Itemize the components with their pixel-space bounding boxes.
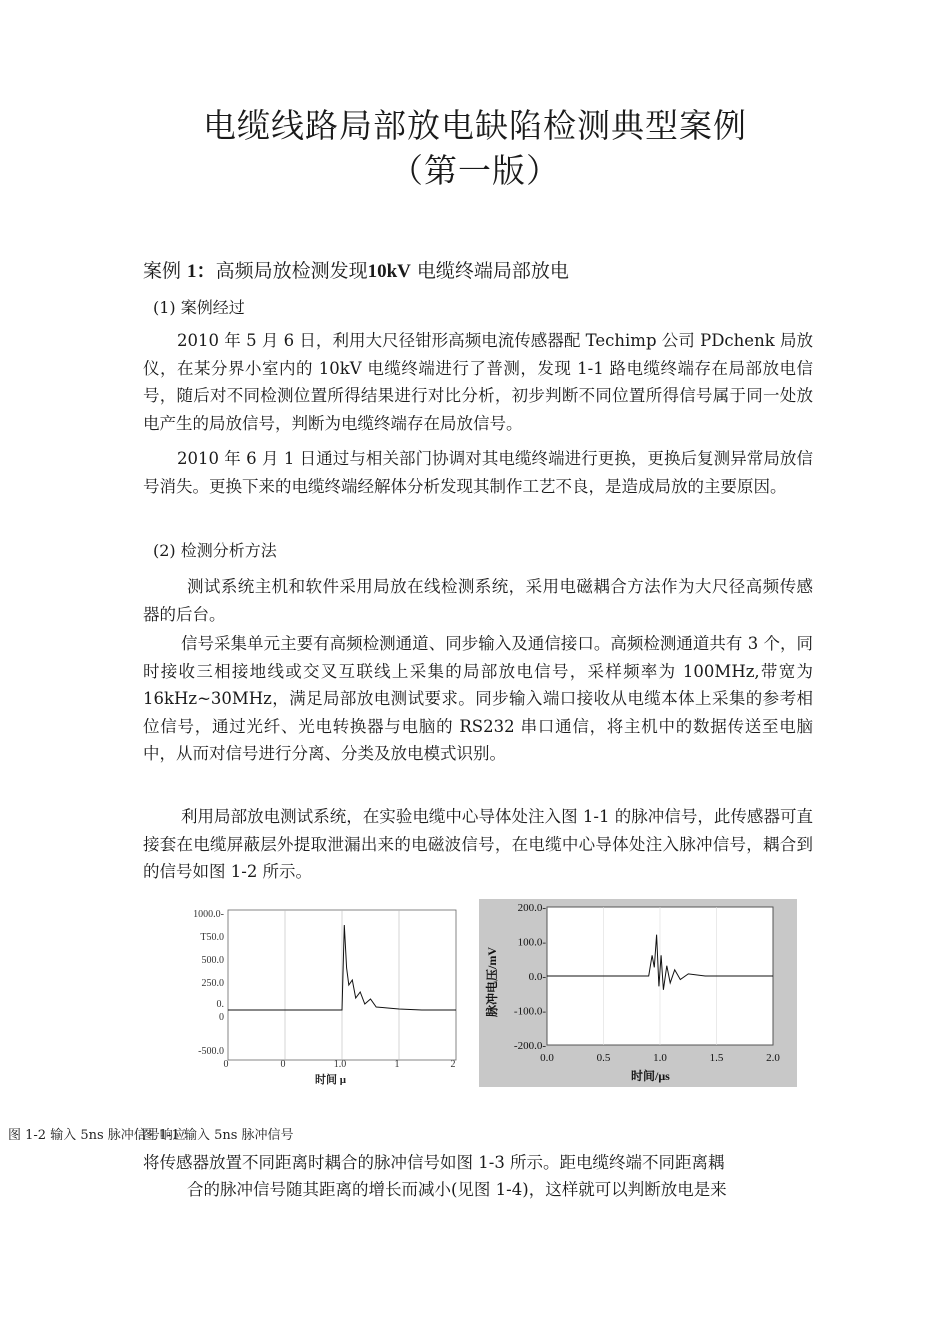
figure-1-2-chart <box>180 900 460 1085</box>
x-tick-labels <box>224 1059 456 1070</box>
x-axis-label: 时间 μ <box>315 1074 346 1085</box>
y-tick-label: 250.0 <box>201 978 224 989</box>
section-heading-2: (2) 检测分析方法 <box>153 541 277 560</box>
figure-captions <box>8 1124 294 1140</box>
y-tick-label: -200.0- <box>513 1040 546 1052</box>
paragraph-6-line-1: 将传感器放置不同距离时耦合的脉冲信号如图 1-3 所示。距电缆终端不同距离耦 <box>143 1153 725 1172</box>
x-tick-label: 0.5 <box>596 1052 611 1064</box>
x-tick-label: 1.0 <box>653 1052 667 1064</box>
x-tick-label: 1.0 <box>333 1059 347 1070</box>
paragraph-1: 2010 年 5 月 6 日，利用大尺径钳形高频电流传感器配 Techimp 公司 PDchenk 局放仪，在某分界小室内的 10kV 电缆终端进行了普测，发现 1-1 路电缆终端存在局部放电信号，随后对不同检测位置所得结果进行对比分析，初步判断不同位置所得信号属于同一处放电产生的局放信号，判断为电缆终端存在局放信号。 <box>143 331 813 433</box>
case-heading-text-a: 高频局放检测发现 <box>215 260 368 282</box>
case-heading-bold: 10kV <box>367 261 411 282</box>
y-tick-label: 0.0- <box>528 971 546 983</box>
y-tick-label: 0 <box>219 1012 224 1023</box>
y-tick-labels <box>193 909 224 1057</box>
y-tick-label: 200.0- <box>517 902 546 914</box>
section-heading-1: (1) 案例经过 <box>153 298 245 317</box>
doc-title: 电缆线路局部放电缺陷检测典型案例 <box>203 106 747 145</box>
caption-figure-1-1: 图 1-1 输入 5ns 脉冲信号 <box>141 1128 294 1140</box>
y-tick-label: 0. <box>216 999 224 1010</box>
figure-1-1-chart <box>479 899 797 1087</box>
paragraph-3: 测试系统主机和软件采用局放在线检测系统，采用电磁耦合方法作为大尺径高频传感器的后台。 <box>143 577 813 624</box>
x-tick-label: 0.0 <box>540 1052 554 1064</box>
paragraph-4: 信号采集单元主要有高频检测通道、同步输入及通信接口。高频检测通道共有 3 个，同时接收三相接地线或交叉互联线上采集的局部放电信号，采样频率为 100MHz,带宽为 16kHz~30MHz，满足局部放电测试要求。同步输入端口接收从电缆本体上采集的参考相位信号，通过光纤、光电转换器与电脑的 RS232 串口通信，将主机中的数据传送至电脑中，从而对信号进行分离、分类及放电模式识别。 <box>143 634 813 763</box>
paragraph-6-line-2: 合的脉冲信号随其距离的增长而减小(见图 1-4)，这样就可以判断放电是来 <box>187 1180 727 1199</box>
y-tick-label: T50.0 <box>200 932 224 943</box>
x-tick-label: 1.5 <box>709 1052 724 1064</box>
x-tick-label: 0 <box>223 1059 229 1070</box>
x-tick-label: 0 <box>280 1059 286 1070</box>
paragraph-2: 2010 年 6 月 1 日通过与相关部门协调对其电缆终端进行更换，更换后复测异常局放信号消失。更换下来的电缆终端经解体分析发现其制作工艺不良，是造成局放的主要原因。 <box>143 449 813 496</box>
x-tick-label: 2 <box>450 1059 456 1070</box>
caption-figure-1-2: 图 1-2 输入 5ns 脉冲信号响应 <box>8 1128 186 1140</box>
case-heading-text-b: 电缆终端局部放电 <box>410 260 569 282</box>
x-tick-label: 1 <box>394 1059 400 1070</box>
x-tick-label: 2.0 <box>766 1052 780 1064</box>
y-tick-label: -500.0 <box>198 1046 224 1057</box>
case-heading-prefix: 案例 <box>143 260 188 282</box>
y-tick-label: -100.0- <box>513 1005 546 1018</box>
y-tick-label: 1000.0- <box>193 909 224 920</box>
y-tick-label: 500.0 <box>201 955 224 966</box>
case-heading <box>143 256 569 283</box>
y-axis-label: 脉冲电压/mV <box>485 947 499 1017</box>
x-axis-label: 时间/μs <box>631 1069 670 1083</box>
doc-subtitle: （第一版） <box>390 151 560 190</box>
y-tick-label: 100.0- <box>517 936 546 949</box>
case-heading-num: 1： <box>187 261 216 282</box>
paragraph-5: 利用局部放电测试系统，在实验电缆中心导体处注入图 1-1 的脉冲信号，此传感器可直接套在电缆屏蔽层外提取泄漏出来的电磁波信号，在电缆中心导体处注入脉冲信号，耦合到的信号如图 1-2 所示。 <box>143 807 813 881</box>
